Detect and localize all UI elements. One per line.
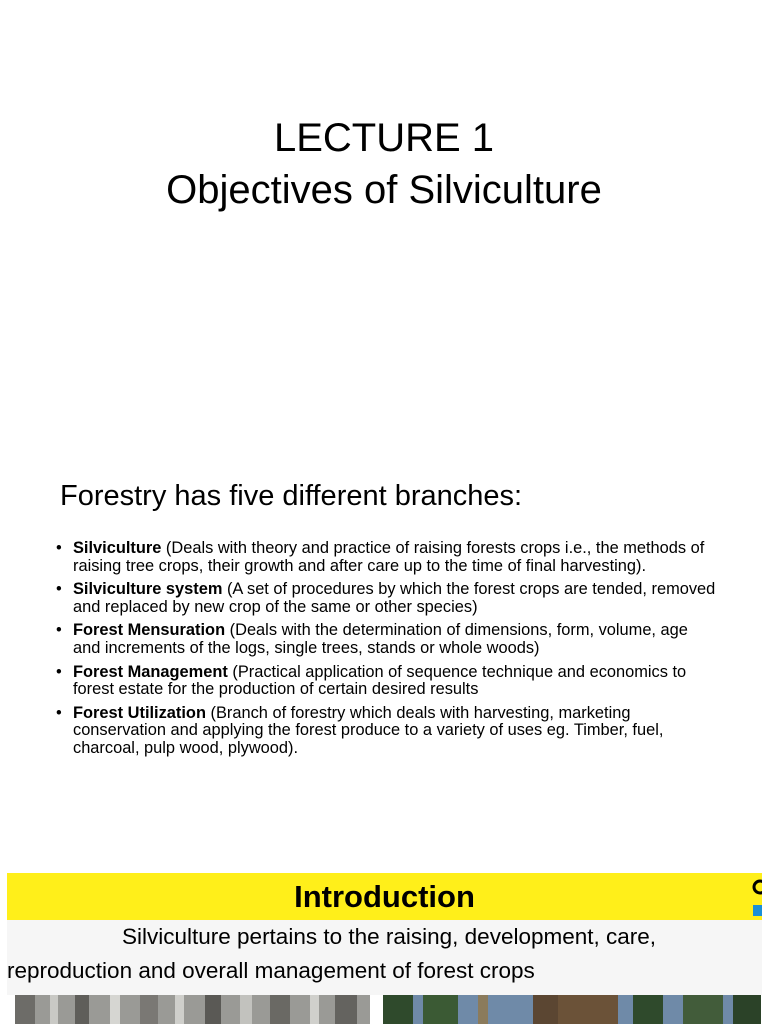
title-line-1: LECTURE 1	[273, 116, 495, 160]
branch-term: Forest Management	[73, 662, 228, 681]
introduction-banner	[7, 873, 762, 920]
branch-term: Silviculture system	[73, 580, 223, 599]
bullet-icon: •	[56, 539, 62, 557]
bullet-icon: •	[56, 703, 62, 722]
logo-icon	[751, 877, 762, 916]
intro-paragraph	[7, 920, 762, 995]
list-item	[56, 540, 716, 575]
list-item	[56, 581, 716, 616]
branch-description: (Practical application of sequence technique and economics to forest estate for the production of certain desired results	[73, 662, 687, 699]
branch-description: (A set of procedures by which the forest crops are tended, removed and replaced by new crop of the same or other species)	[73, 580, 716, 616]
list-item	[56, 664, 716, 699]
branch-description: (Deals with theory and practice of raising forests crops i.e., the methods of raising tree crops, their growth and after care up to the time of final harvesting).	[73, 539, 705, 575]
bullet-icon: •	[56, 662, 62, 681]
branches-heading: Forestry has five different branches:	[60, 480, 523, 512]
intro-line-1: Silviculture pertains to the raising, development, care,	[122, 924, 657, 949]
branch-description: (Branch of forestry which deals with harvesting, marketing conservation and applying the forest produce to a variety of uses eg. Timber, fuel, charcoal, pulp wood, plywood).	[73, 703, 664, 757]
forest-photo	[15, 995, 370, 1024]
bullet-icon: •	[56, 580, 62, 599]
bullet-icon: •	[56, 621, 62, 640]
title-line-2: Objectives of Silviculture	[166, 168, 602, 212]
branch-description: (Deals with the determination of dimensions, form, volume, age and increments of the logs, single trees, stands or whole woods)	[73, 621, 688, 657]
branch-term: Forest Utilization	[73, 703, 206, 722]
tree-photo	[383, 995, 761, 1024]
list-item	[56, 622, 716, 657]
branch-term: Silviculture	[73, 539, 162, 557]
slide-title	[0, 112, 768, 216]
branch-term: Forest Mensuration	[73, 621, 226, 640]
intro-line-2: reproduction and overall management of forest crops	[7, 958, 535, 983]
banner-title: Introduction	[294, 879, 475, 914]
list-item	[56, 705, 716, 758]
branches-list	[56, 540, 716, 764]
